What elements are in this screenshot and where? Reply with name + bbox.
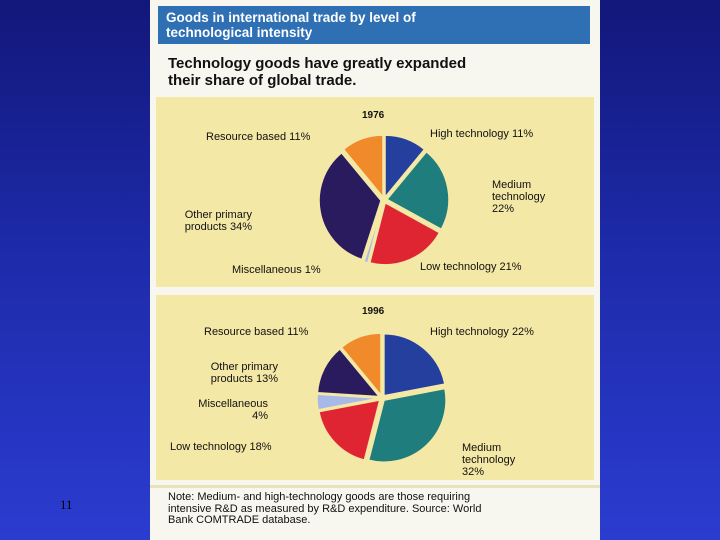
label-primary-1976-line1: Other primary: [184, 209, 252, 221]
label-misc-1996: [164, 398, 268, 422]
note-divider: [150, 485, 600, 488]
label-resource-1996: Resource based 11%: [204, 326, 309, 338]
slide-number: 11: [60, 497, 73, 512]
trade-figure: [150, 0, 600, 540]
label-medium-tech-1976: [492, 179, 545, 215]
figure-title-line2: technological intensity: [166, 25, 313, 40]
pie-panel-1996: [156, 295, 594, 480]
headline-line1: Technology goods have greatly expanded: [168, 55, 467, 72]
label-primary-1976-line2: products 34%: [184, 221, 252, 233]
label-misc-1996-line1: Miscellaneous: [198, 398, 268, 410]
label-medium-tech-1976-line3: 22%: [492, 203, 515, 215]
note-line3: Bank COMTRADE database.: [168, 514, 311, 526]
label-medium-tech-1996-line2: technology: [462, 454, 516, 466]
figure-title-line1: Goods in international trade by level of: [166, 10, 416, 25]
label-resource-1976: Resource based 11%: [206, 131, 311, 143]
label-high-tech-1976: High technology 11%: [430, 128, 534, 140]
label-primary-1996-line1: Other primary: [210, 361, 278, 373]
label-low-tech-1996: Low technology 18%: [170, 441, 272, 453]
headline-line2: their share of global trade.: [168, 72, 357, 89]
figure-headline: [168, 55, 588, 89]
label-medium-tech-1976-line1: Medium: [492, 179, 532, 191]
note-line1: Note: Medium- and high-technology goods are those requiring: [168, 491, 471, 503]
label-primary-1996: [170, 361, 278, 385]
label-primary-1996-line2: products 13%: [210, 373, 278, 385]
label-medium-tech-1996: [462, 442, 515, 478]
label-high-tech-1996: High technology 22%: [430, 326, 534, 338]
label-medium-tech-1976-line2: technology: [492, 191, 546, 203]
label-misc-1976: Miscellaneous 1%: [232, 264, 321, 276]
figure-note: [168, 492, 593, 527]
note-line2: intensive R&D as measured by R&D expenditure. Source: World: [168, 502, 482, 515]
figure-title: [158, 6, 590, 44]
label-medium-tech-1996-line3: 32%: [462, 466, 485, 478]
pie-panel-1976: [156, 97, 594, 287]
label-medium-tech-1996-line1: Medium: [462, 442, 502, 454]
label-low-tech-1976: Low technology 21%: [420, 261, 522, 273]
pie-slice-1996-high-technology: [384, 334, 445, 396]
label-misc-1996-line2: 4%: [252, 410, 268, 422]
pie-year-1976: 1976: [362, 110, 385, 121]
pie-year-1996: 1996: [362, 306, 385, 317]
label-primary-1976: [172, 209, 252, 233]
